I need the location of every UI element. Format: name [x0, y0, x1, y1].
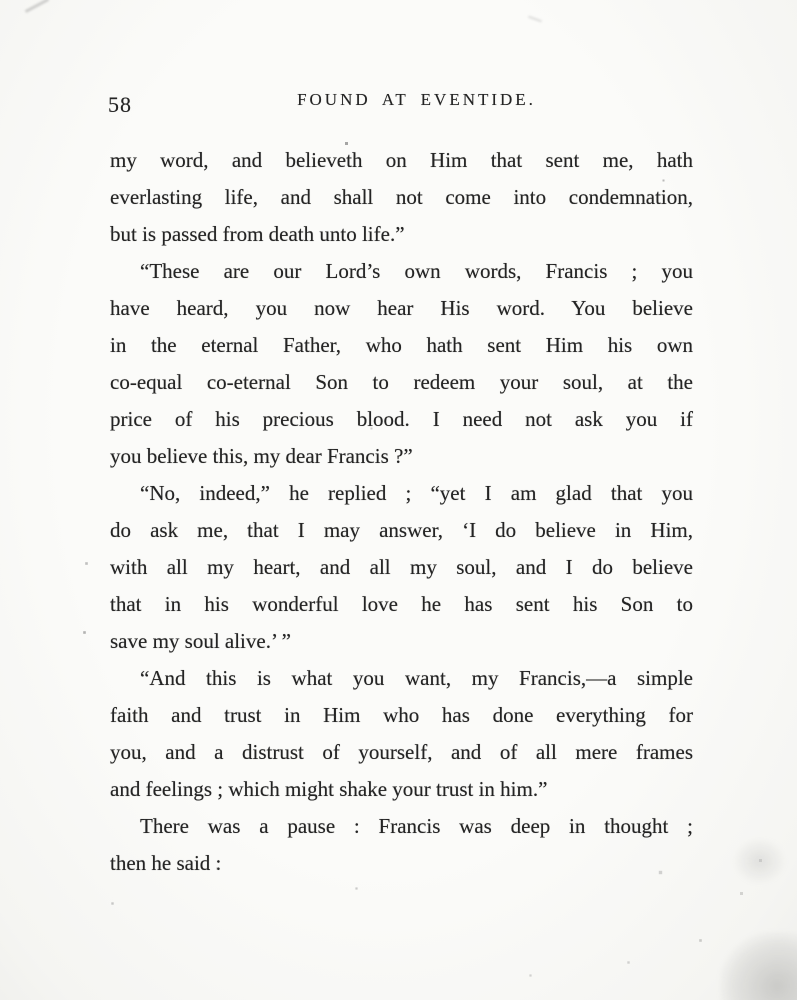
paragraph [110, 808, 693, 882]
paragraph [110, 142, 693, 253]
text-line: then he said : [110, 851, 222, 875]
text-line: with all my heart, and all my soul, and I do believe [110, 555, 693, 579]
paragraph [110, 253, 693, 475]
text-line: co-equal co-eternal Son to redeem your soul, at the [110, 370, 693, 394]
text-line: and feelings ; which might shake your trust in him.” [110, 777, 548, 801]
page-number: 58 [108, 92, 132, 117]
running-title: FOUND AT EVENTIDE. [297, 90, 536, 109]
scan-artifact-mark [528, 16, 542, 23]
scan-artifact-specks [0, 0, 1, 1]
scan-artifact-smudge [720, 932, 797, 1000]
page-body-text [110, 142, 693, 882]
page-header [110, 90, 693, 124]
text-line: save my soul alive.’ ” [110, 629, 291, 653]
text-line: everlasting life, and shall not come into condemnation, [110, 185, 693, 209]
text-line: you, and a distrust of yourself, and of all mere frames [110, 740, 693, 764]
text-line: but is passed from death unto life.” [110, 222, 405, 246]
text-line: price of his precious blood. I need not ask you if [110, 407, 693, 431]
text-line: do ask me, that I may answer, ‘I do believe in Him, [110, 518, 693, 542]
paragraph [110, 475, 693, 660]
text-line: “And this is what you want, my Francis,—a simple [140, 666, 693, 690]
text-line: faith and trust in Him who has done everything for [110, 703, 693, 727]
scan-artifact-mark [25, 0, 49, 13]
paragraph [110, 660, 693, 808]
text-line: “These are our Lord’s own words, Francis ; you [140, 259, 693, 283]
text-line: my word, and believeth on Him that sent me, hath [110, 148, 693, 172]
text-line: in the eternal Father, who hath sent Him his own [110, 333, 693, 357]
scan-artifact-smudge [732, 837, 787, 885]
text-line: There was a pause : Francis was deep in thought ; [140, 814, 693, 838]
text-line: “No, indeed,” he replied ; “yet I am glad that you [140, 481, 693, 505]
text-line: that in his wonderful love he has sent his Son to [110, 592, 693, 616]
text-line: you believe this, my dear Francis ?” [110, 444, 413, 468]
text-line: have heard, you now hear His word. You believe [110, 296, 693, 320]
